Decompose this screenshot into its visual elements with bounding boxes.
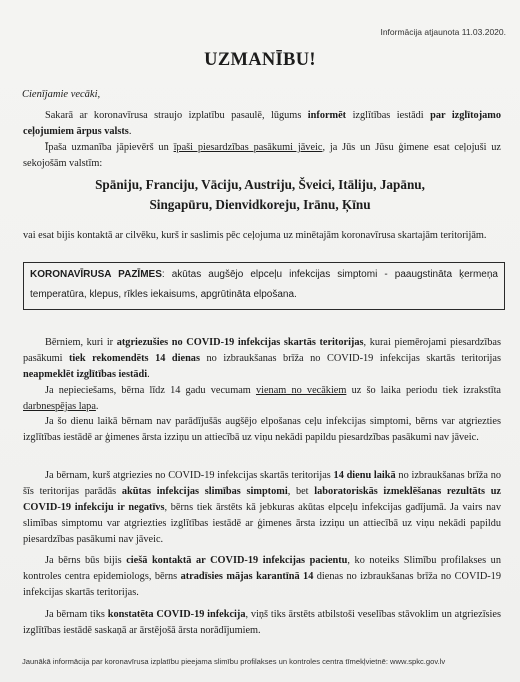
intro-section xyxy=(23,108,501,172)
text: izglītības iestādi xyxy=(346,110,431,121)
emphasis: neapmeklēt izglītības iestādi xyxy=(23,369,148,380)
text: . xyxy=(128,126,132,137)
text: . xyxy=(147,369,150,380)
emphasis: 14 dienu laikā xyxy=(333,470,396,481)
text: , viņš tiks ārstēts atbilstoši veselības stāvoklim un atgriezīsies izglītības iestādē saskaņā ar ārstējošā ārsta norādījumiem. xyxy=(23,609,501,636)
emphasis: atradīsies mājas karantīnā 14 xyxy=(180,571,314,582)
paragraph-return xyxy=(23,335,501,383)
symptoms-text: : akūtas augšējo elpceļu infekcijas simptomi - paaugstināta ķermeņa temperatūra, klepus, rīkles iekaisums, apgrūtināta elpošana. xyxy=(30,269,498,300)
text: Ja bērnam tiks xyxy=(45,609,108,620)
intro-paragraph-2 xyxy=(23,140,501,172)
country-line-2: Singapūru, Dienvidkoreju, Irānu, Ķīnu xyxy=(149,197,371,212)
underlined-text: īpaši piesardzības pasākumi jāveic xyxy=(173,142,323,153)
emphasis: konstatēta COVID-19 infekcija xyxy=(107,609,246,620)
page-title: UZMANĪBU! xyxy=(204,50,316,70)
symptoms-heading: KORONAVĪRUSA PAZĪMES xyxy=(30,269,162,280)
text: , kurai piemērojami piesardzības pasākumi xyxy=(23,337,501,364)
text: Ja nepieciešams, bērna līdz 14 gadu vecumam xyxy=(45,385,256,396)
text: , ja Jūs un Jūsu ģimene esat ceļojuši uz sekojošām valstīm: xyxy=(23,142,502,169)
text: Bērniem, kuri ir xyxy=(45,337,117,348)
emphasis: atgriezušies no COVID-19 infekcijas skartās teritorijas xyxy=(116,337,364,348)
paragraph-close-contact xyxy=(23,553,501,601)
paragraph-confirmed-infection xyxy=(23,607,501,639)
paragraph-symptoms-negative xyxy=(23,468,501,548)
emphasis: tiek rekomendēts 14 dienas xyxy=(69,353,200,364)
emphasis: ciešā kontaktā ar COVID-19 infekcijas pacientu xyxy=(126,555,348,566)
text: no izbraukšanas brīža no COVID-19 infekcijas skartās teritorijas xyxy=(199,353,501,364)
country-line-1: Spāniju, Franciju, Vāciju, Austriju, Šveici, Itāliju, Japānu, xyxy=(95,177,425,192)
text: , bērns tiek ārstēts kā jebkuras akūtas elpceļu infekcijas gadījumā. Ja vairs nav slimības simptomu var atgriezties izglītības iestādē ar ģimenes ārsta izziņu un attiecībā uz viņu nekādi papildu piesardzības pasākumi nav jāveic. xyxy=(23,502,501,545)
paragraph-no-symptoms: Ja šo dienu laikā bērnam nav parādījušās augšējo elpošanas ceļu infekcijas simptomi, bērns var atgriezties izglītības iestādē ar ģimenes ārsta izziņu un attiecībā uz viņu nekādi papildu piesardzības pasākumi nav jāveic. xyxy=(23,416,501,443)
paragraph-sick-leave xyxy=(23,383,501,415)
underlined-text: darbnespējas lapa xyxy=(23,401,96,412)
underlined-text: vienam no vecākiem xyxy=(255,385,347,396)
text: Ja bērnam, kurš atgriezies no COVID-19 infekcijas skartās teritorijas xyxy=(45,470,334,481)
text: , bet xyxy=(287,486,315,497)
emphasis: laboratoriskās izmeklēšanas rezultāts uz COVID-19 infekciju ir negatīvs xyxy=(23,486,502,513)
text: , ko noteiks Slimību profilakses un kontroles centra epidemiologs, bērns xyxy=(23,555,501,582)
emphasis: akūtas infekcijas slimības simptomi xyxy=(121,486,288,497)
text: Īpaša uzmanība jāpievērš un xyxy=(45,142,174,153)
text: uz šo laika periodu tiek izrakstīta xyxy=(346,385,501,396)
text: Ja bērns būs bijis xyxy=(45,555,127,566)
contact-paragraph: vai esat bijis kontaktā ar cilvēku, kurš ir saslimis pēc ceļojuma uz minētajām koronavīrusa skartajām teritorijām. xyxy=(23,230,487,241)
updated-date: Informācija atjaunota 11.03.2020. xyxy=(380,27,506,37)
salutation: Cienījamie vecāki, xyxy=(22,89,101,100)
text: Sakarā ar koronavīrusa straujo izplatību pasaulē, lūgums xyxy=(45,110,308,121)
text: dienas no izbraukšanas brīža no COVID-19 infekcijas skartās teritorijas. xyxy=(23,571,501,598)
country-list xyxy=(0,175,520,215)
emphasis: par izglītojamo ceļojumiem ārpus valsts xyxy=(23,110,502,137)
emphasis: informēt xyxy=(307,110,347,121)
footer-note: Jaunākā informācija par koronavīrusa izplatību pieejama slimību profilakses un kontroles centra tīmekļvietnē: www.spkc.gov.lv xyxy=(22,657,446,666)
text: no izbraukšanas brīža no šīs teritorijas parādās xyxy=(23,470,501,497)
intro-paragraph-1 xyxy=(23,108,501,140)
symptoms-box xyxy=(23,262,505,310)
returned-children-section xyxy=(23,335,501,415)
text: . xyxy=(95,401,99,412)
